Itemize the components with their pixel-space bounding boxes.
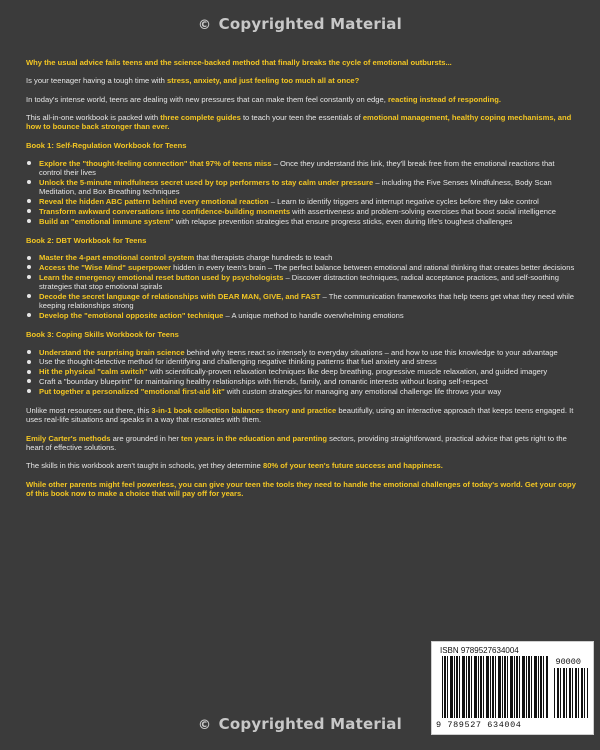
intro-paragraph-1 xyxy=(26,76,578,85)
intro-3-mid: to teach your teen the essentials of xyxy=(240,112,363,122)
intro-1-highlight: stress, anxiety, and just feeling too much all at once? xyxy=(167,76,360,86)
item-text: with relapse prevention strategies that ensure progress sticks, even during life's toughest challenges xyxy=(173,216,513,226)
item-text: behind why teens react so intensely to everyday situations – and how to use this knowledge to your advantage xyxy=(184,347,558,357)
list-item xyxy=(26,178,578,197)
author-paragraph xyxy=(26,434,578,453)
copyright-symbol: © xyxy=(198,18,212,33)
closing-paragraph: While other parents might feel powerless, you can give your teen the tools they need to handle the emotional challenges of today's world. Get your copy of this book now to make a choice that will pay off for years. xyxy=(26,479,576,498)
item-text: – including the Five Senses Mindfulness, Body Scan Meditation, and Box Breathing techniques xyxy=(39,177,552,197)
watermark-text: Copyrighted Material xyxy=(218,15,402,33)
item-highlight: Master the 4-part emotional control system xyxy=(39,253,195,263)
list-item xyxy=(26,207,578,216)
item-text: – The communication frameworks that help teens get what they need while keeping relationships strong xyxy=(39,291,574,311)
author-highlight-1: Emily Carter's methods xyxy=(26,433,111,443)
list-item xyxy=(26,357,578,366)
list-item xyxy=(26,377,578,386)
item-text: with scientifically-proven relaxation techniques like deep breathing, progressive muscle relaxation, and guided imagery xyxy=(147,367,548,377)
book-3-list xyxy=(26,348,578,396)
author-mid: are grounded in her xyxy=(110,433,182,443)
item-highlight: Hit the physical "calm switch" xyxy=(39,367,148,377)
balance-post: beautifully, using an interactive approach that keeps teens engaged. It uses real-life situations and speaks in a way that resonates with them. xyxy=(26,406,574,425)
intro-paragraph-3 xyxy=(26,113,578,132)
item-text: with custom strategies for managing any emotional challenge life throws your way xyxy=(224,386,502,396)
list-item xyxy=(26,367,578,376)
addon-barcode-bars xyxy=(554,668,588,718)
balance-paragraph xyxy=(26,406,578,425)
intro-2-text: In today's intense world, teens are dealing with new pressures that can make them feel constantly on edge, xyxy=(26,94,388,104)
author-post: sectors, providing straightforward, practical advice that gets right to the heart of effective solutions. xyxy=(26,433,567,452)
copyright-symbol: © xyxy=(198,718,212,733)
headline: Why the usual advice fails teens and the science-backed method that finally breaks the cycle of emotional outbursts... xyxy=(26,58,452,67)
item-text: – A unique method to handle overwhelming emotions xyxy=(223,310,404,320)
list-item xyxy=(26,263,578,272)
barcode-bars xyxy=(442,656,548,718)
list-item xyxy=(26,292,578,311)
book-1-list xyxy=(26,159,578,226)
item-highlight: Develop the "emotional opposite action" technique xyxy=(39,310,224,320)
skills-text: The skills in this workbook aren't taught in schools, yet they determine xyxy=(26,461,263,471)
item-highlight: Reveal the hidden ABC pattern behind every emotional reaction xyxy=(39,196,269,206)
intro-1-text: Is your teenager having a tough time with xyxy=(26,76,167,86)
list-item xyxy=(26,217,578,226)
item-text: with assertiveness and problem-solving exercises that boost social intelligence xyxy=(290,206,556,216)
item-text: that therapists charge hundreds to teach xyxy=(194,253,333,263)
list-item xyxy=(26,387,578,396)
item-highlight: Build an "emotional immune system" xyxy=(39,216,174,226)
intro-3-highlight-2: emotional management, healthy coping mechanisms, and how to bounce back stronger than ever. xyxy=(26,112,572,132)
balance-highlight: 3-in-1 book collection balances theory and practice xyxy=(151,406,337,416)
book-1-heading: Book 1: Self-Regulation Workbook for Teens xyxy=(26,141,187,151)
item-text: Craft a "boundary blueprint" for maintaining healthy relationships with friends, family, and romantic interests without losing self-respect xyxy=(39,376,488,386)
intro-paragraph-2 xyxy=(26,95,578,104)
item-highlight: Unlock the 5-minute mindfulness secret used by top performers to stay calm under pressure xyxy=(39,177,374,187)
watermark-top xyxy=(0,15,600,33)
item-highlight: Learn the emergency emotional reset button used by psychologists xyxy=(39,272,284,282)
item-text: hidden in every teen's brain – The perfect balance between emotional and rational thinking that creates better decisions xyxy=(171,262,575,272)
book-2-heading: Book 2: DBT Workbook for Teens xyxy=(26,235,147,245)
intro-3-highlight-1: three complete guides xyxy=(160,112,241,122)
book-3-heading: Book 3: Coping Skills Workbook for Teens xyxy=(26,330,179,340)
watermark-bottom xyxy=(0,715,600,733)
item-highlight: Understand the surprising brain science xyxy=(39,347,185,357)
balance-text: Unlike most resources out there, this xyxy=(26,406,152,416)
item-text: – Discover distraction techniques, radical acceptance practices, and self-soothing strategies that stop emotional spirals xyxy=(39,272,559,292)
item-highlight: Decode the secret language of relationships with DEAR MAN, GIVE, and FAST xyxy=(39,291,321,301)
watermark-text: Copyrighted Material xyxy=(218,715,402,733)
item-text: Use the thought-detective method for identifying and challenging negative thinking patterns that fuel anxiety and stress xyxy=(39,357,437,367)
skills-highlight: 80% of your teen's future success and happiness. xyxy=(262,461,443,471)
book-2-list xyxy=(26,253,578,320)
back-cover-text xyxy=(26,58,578,507)
skills-paragraph xyxy=(26,461,578,470)
list-item xyxy=(26,197,578,206)
barcode-digits: 9 789527 634004 xyxy=(436,720,522,730)
list-item xyxy=(26,273,578,292)
list-item xyxy=(26,348,578,357)
intro-3-text: This all-in-one workbook is packed with xyxy=(26,112,161,122)
author-highlight-2: ten years in the education and parenting xyxy=(181,433,328,443)
list-item xyxy=(26,311,578,320)
item-text: – Once they understand this link, they'll break free from the emotional reactions that control their lives xyxy=(39,158,555,178)
list-item xyxy=(26,159,578,178)
item-text: – Learn to identify triggers and interrupt negative cycles before they take control xyxy=(268,196,539,206)
intro-2-highlight: reacting instead of responding. xyxy=(387,94,502,104)
isbn-label: ISBN 9789527634004 xyxy=(440,646,519,655)
item-highlight: Explore the "thought-feeling connection" that 97% of teens miss xyxy=(39,158,272,168)
item-highlight: Transform awkward conversations into confidence-building moments xyxy=(39,206,291,216)
item-highlight: Access the "Wise Mind" superpower xyxy=(39,262,172,272)
list-item xyxy=(26,253,578,262)
price-addon: 90000 xyxy=(555,657,581,667)
item-highlight: Put together a personalized "emotional first-aid kit" xyxy=(39,386,225,396)
